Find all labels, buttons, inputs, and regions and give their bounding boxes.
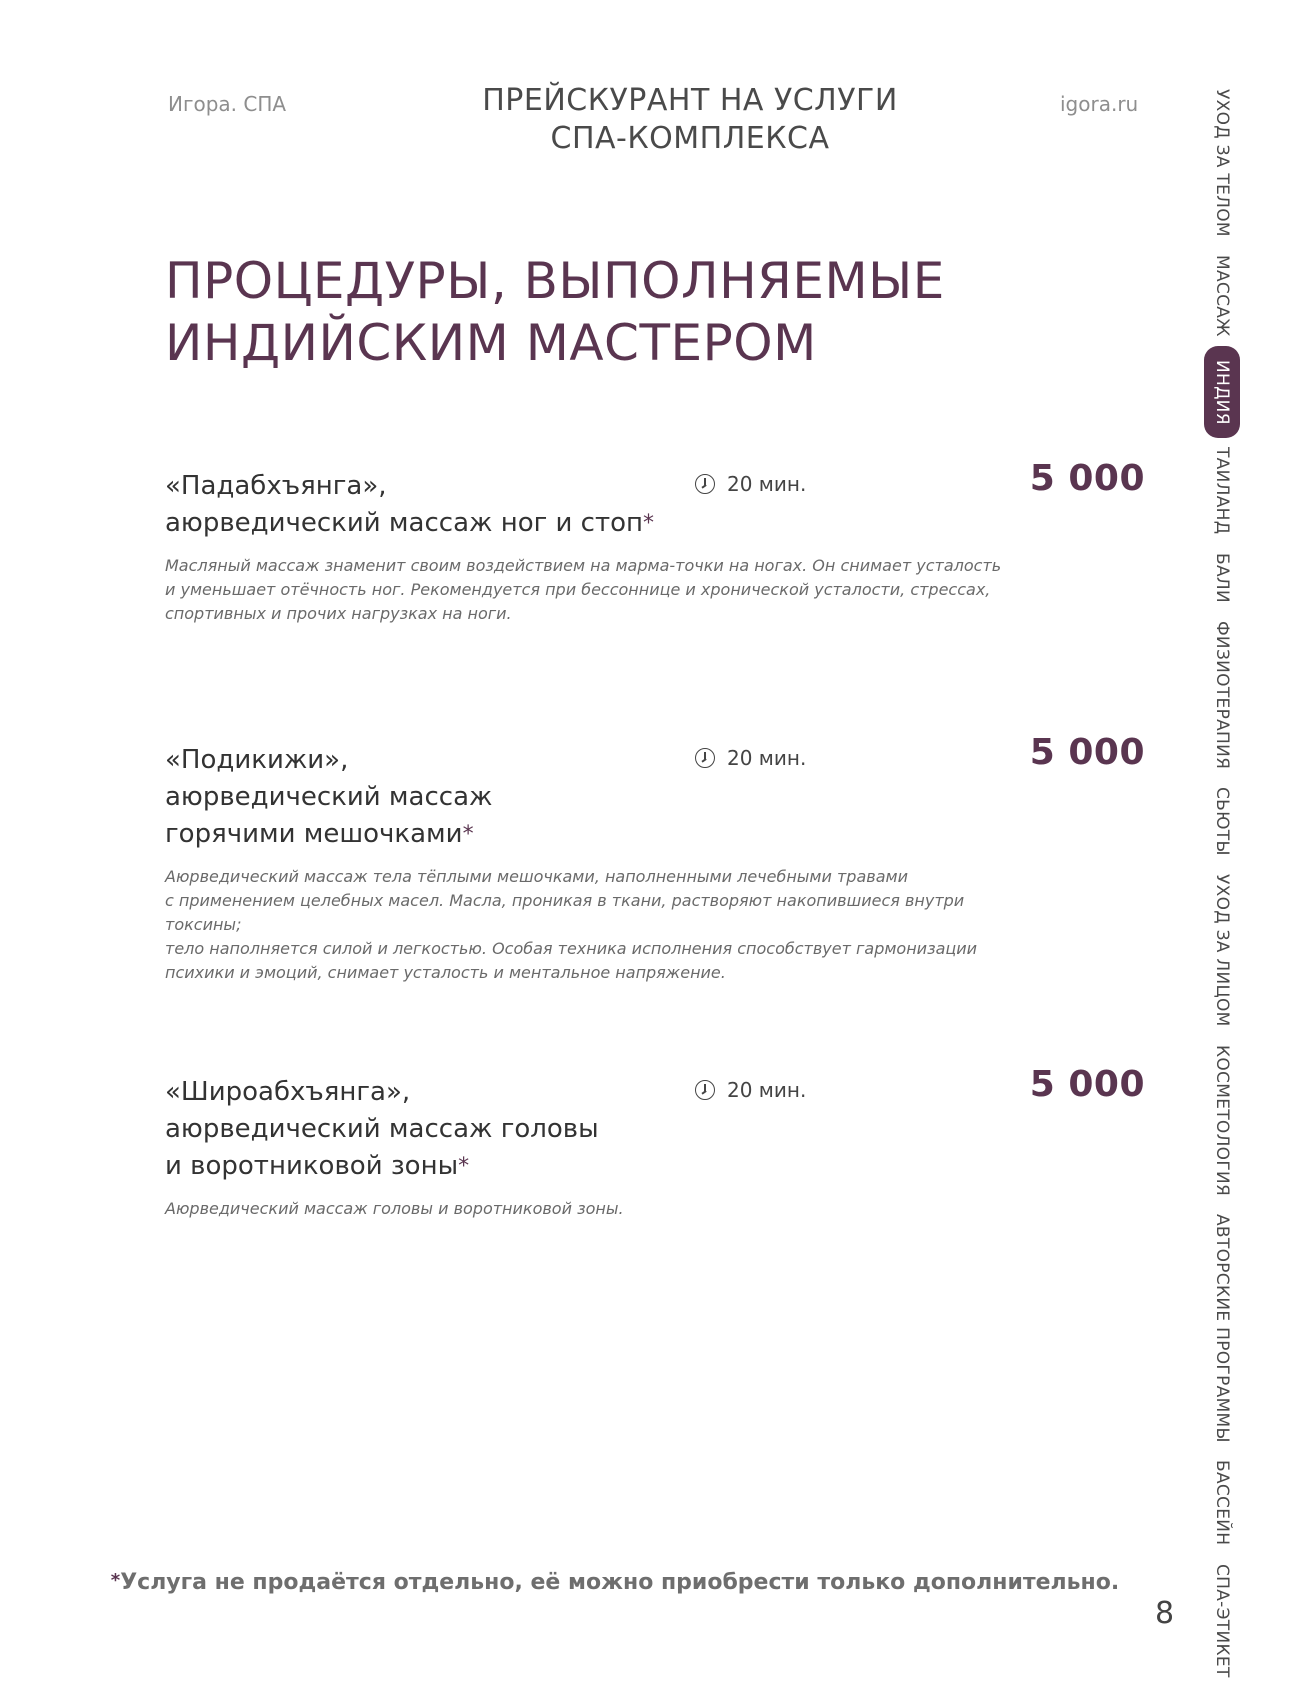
clock-icon <box>695 1080 715 1100</box>
footnote: *Услуга не продаётся отдельно, её можно приобрести только дополнительно. <box>110 1570 1120 1595</box>
service-name: «Подикижи», аюрведический массаж горячими мешочками* <box>165 745 493 849</box>
section-title <box>165 250 1065 374</box>
sidenav-item[interactable]: УХОД ЗА ТЕЛОМ <box>1212 89 1232 237</box>
sidenav-item[interactable]: КОСМЕТОЛОГИЯ <box>1212 1044 1232 1196</box>
sidenav-item[interactable]: ИНДИЯ <box>1204 346 1240 439</box>
sidenav-item[interactable]: БАЛИ <box>1212 552 1232 603</box>
service-item <box>165 1064 1145 1221</box>
service-price: 5 000 <box>1029 732 1145 773</box>
header-brand: Игора. СПА <box>168 92 287 116</box>
service-name: «Падабхъянга», аюрведический массаж ног и стоп* <box>165 471 655 538</box>
clock-icon <box>695 474 715 494</box>
service-description: Масляный массаж знаменит своим воздействием на марма-точки на ногах. Он снимает усталость и уменьшает отёчность ног. Рекомендуется при бессоннице и хронической усталости, стрессах, спортивных и прочих нагрузках на ноги. <box>165 556 1002 623</box>
sidenav-item[interactable]: УХОД ЗА ЛИЦОМ <box>1212 873 1232 1027</box>
service-duration: 20 мин. <box>695 472 806 496</box>
sidenav-item[interactable]: ТАИЛАНД <box>1212 447 1232 535</box>
service-description: Аюрведический массаж головы и воротниковой зоны. <box>165 1199 624 1218</box>
service-name: «Широабхъянга», аюрведический массаж головы и воротниковой зоны* <box>165 1077 599 1181</box>
clock-icon <box>695 748 715 768</box>
service-price: 5 000 <box>1029 1064 1145 1105</box>
sidenav-item[interactable]: СЬЮТЫ <box>1212 787 1232 856</box>
header-title-line2: СПА-КОМПЛЕКСА <box>550 121 830 156</box>
header-title-line1: ПРЕЙСКУРАНТ НА УСЛУГИ <box>482 83 898 118</box>
page-number: 8 <box>1155 1596 1175 1631</box>
page-header-title <box>460 82 920 158</box>
service-duration: 20 мин. <box>695 1078 806 1102</box>
service-price: 5 000 <box>1029 458 1145 499</box>
service-duration: 20 мин. <box>695 746 806 770</box>
service-item <box>165 458 1145 626</box>
section-title-line1: ПРОЦЕДУРЫ, ВЫПОЛНЯЕМЫЕ <box>165 252 945 310</box>
section-title-line2: ИНДИЙСКИМ МАСТЕРОМ <box>165 314 817 372</box>
side-navigation <box>1204 80 1248 1678</box>
sidenav-item[interactable]: АВТОРСКИЕ ПРОГРАММЫ <box>1212 1213 1232 1443</box>
sidenav-item[interactable]: МАССАЖ <box>1212 254 1232 337</box>
service-description: Аюрведический массаж тела тёплыми мешочками, наполненными лечебными травами с применением целебных масел. Масла, проникая в ткани, растворяют накопившиеся внутри токсины; тело наполняется силой и легкостью. Особая техника исполнения способствует гармонизации психики и эмоций, снимает усталость и ментальное напряжение. <box>165 867 978 982</box>
service-item <box>165 732 1145 985</box>
header-site-link[interactable]: igora.ru <box>1060 92 1139 116</box>
sidenav-item[interactable]: СПА-ЭТИКЕТ <box>1212 1563 1232 1678</box>
sidenav-item[interactable]: БАССЕЙН <box>1212 1460 1232 1546</box>
sidenav-item[interactable]: ФИЗИОТЕРАПИЯ <box>1212 620 1232 770</box>
